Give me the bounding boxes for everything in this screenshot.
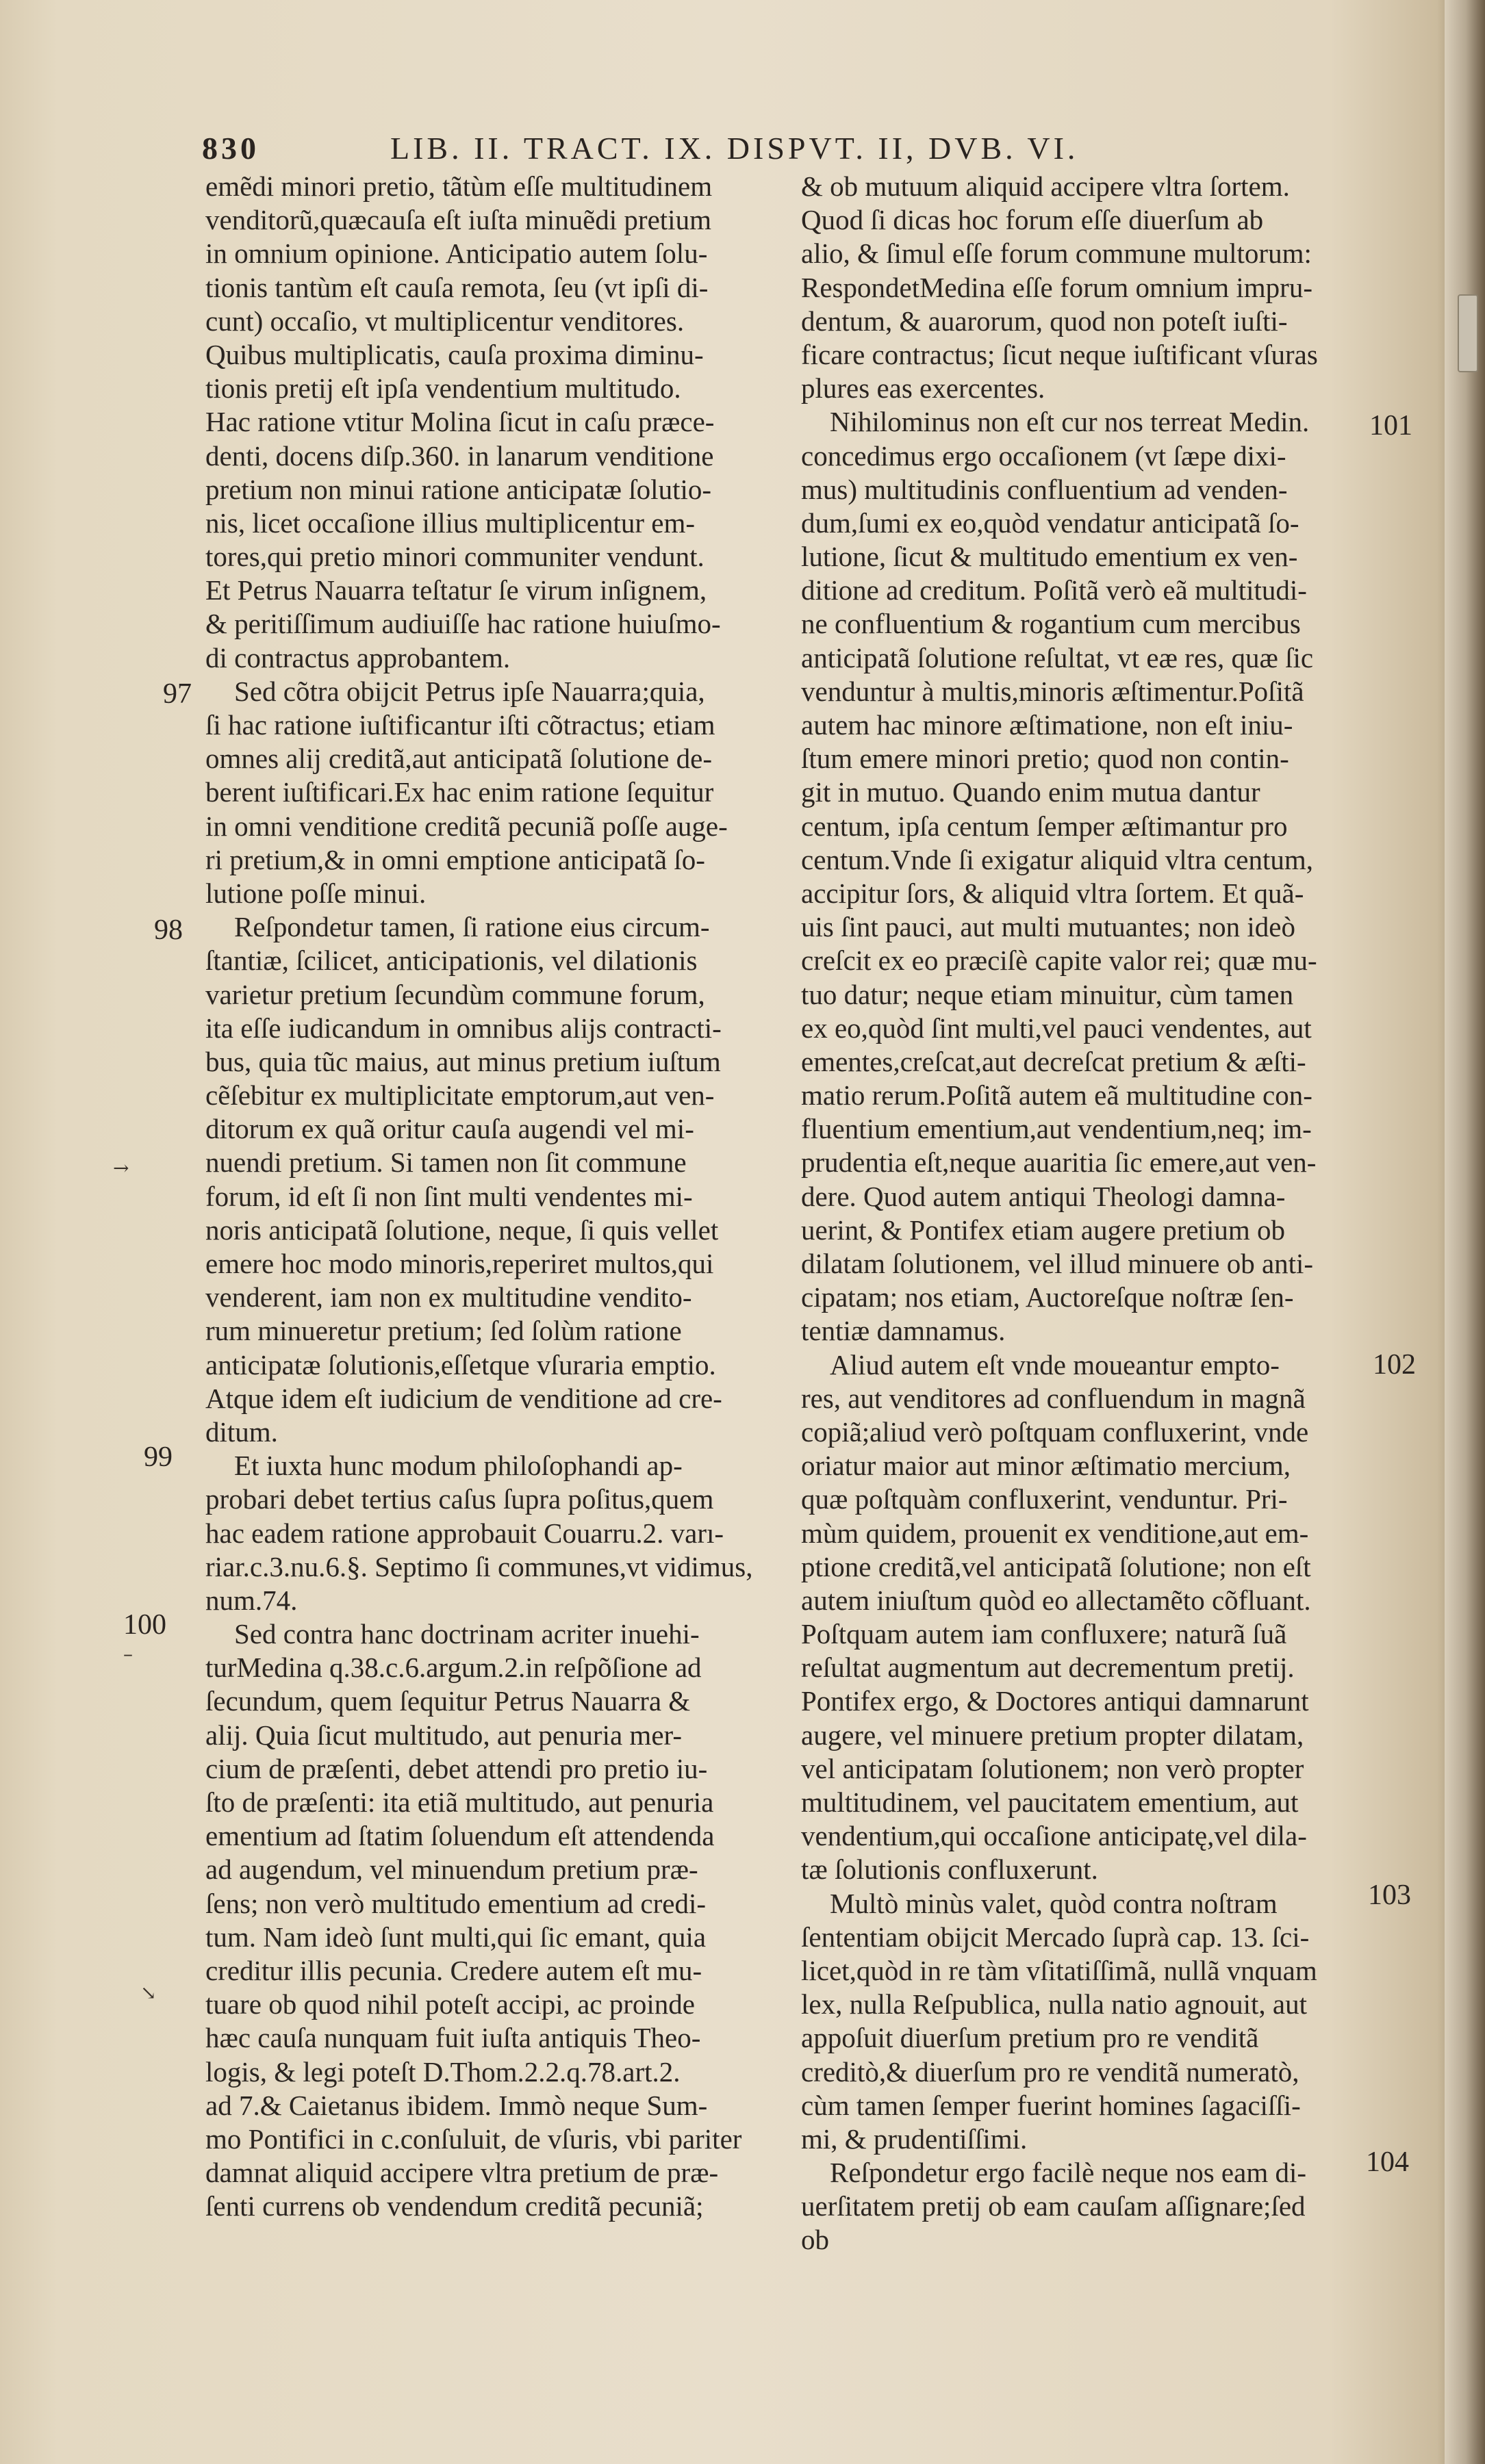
text-line: ex eo,quòd ſint multi,vel pauci vendentes, aut <box>801 1012 1312 1044</box>
text-line: ne confluentium & rogantium cum mercibus <box>801 608 1301 640</box>
text-line: ad augendum, vel minuendum pretium præ- <box>205 1853 698 1886</box>
text-line: ficare contractus; ſicut neque iuſtificant vſuras <box>801 338 1318 370</box>
text-line: quæ poſtquàm confluxerint, venduntur. Pri- <box>801 1483 1288 1515</box>
text-line: Quibus multiplicatis, cauſa proxima diminu- <box>205 338 704 370</box>
text-line: probari debet tertius caſus ſupra poſitus,quem <box>205 1483 714 1515</box>
margin-number: 102 <box>1373 1349 1416 1381</box>
text-line: rum minueretur pretium; ſed ſolùm ratione <box>205 1315 682 1347</box>
margin-number: 99 <box>144 1441 173 1473</box>
text-line: denti, docens diſp.360. in lanarum venditione <box>205 439 714 472</box>
text-line: res, aut venditores ad confluendum in magnã <box>801 1382 1306 1414</box>
text-line: licet,quòd in re tàm vſitatiſſimã, nullã vnquam <box>801 1954 1317 1986</box>
text-line: dentum, & auarorum, quod non poteſt iuſti- <box>801 305 1288 337</box>
text-line: ditorum ex quã oritur cauſa augendi vel mi- <box>205 1113 694 1145</box>
text-line: num.74. <box>205 1584 298 1616</box>
text-line: nis, licet occaſione illius multiplicentur em- <box>205 506 696 539</box>
text-line: accipitur ſors, & aliquid vltra ſortem. Et quã- <box>801 877 1304 909</box>
text-line: reſultat augmentum aut decrementum pretij. <box>801 1652 1295 1684</box>
running-title: LIB. II. TRACT. IX. DISPVT. II, DVB. VI. <box>390 131 1079 166</box>
text-line: cùm tamen ſemper fuerint homines ſagaciſſi- <box>801 2089 1301 2121</box>
text-line: uerſitatem pretij ob eam cauſam aſſignare;ſed <box>801 2190 1306 2222</box>
text-line: appoſuit diuerſum pretium pro re venditã <box>801 2022 1259 2054</box>
text-line: ob <box>801 2224 829 2256</box>
text-line: tum. Nam ideò ſunt multi,qui ſic emant, quia <box>205 1921 707 1953</box>
text-line: Reſpondetur ergo facilè neque nos eam di- <box>830 2157 1306 2189</box>
right-text-column <box>801 170 1373 2257</box>
text-line: in omnium opinione. Anticipatio autem ſolu- <box>205 238 708 270</box>
text-line: venditorũ,quæcauſa eſt iuſta minuẽdi pretium <box>205 204 711 236</box>
text-line: riar.c.3.nu.6.§. Septimo ſi communes,vt vidimus, <box>205 1550 753 1582</box>
text-line: autem hac minore æſtimatione, non eſt iniu- <box>801 709 1293 741</box>
text-line: tuo datur; neque etiam minuitur, cùm tamen <box>801 978 1294 1010</box>
text-line: mi, & prudentiſſimi. <box>801 2122 1028 2155</box>
text-line: & peritiſſimum audiuiſſe hac ratione huiuſmo- <box>205 608 721 640</box>
text-line: bus, quia tũc maius, aut minus pretium iuſtum <box>205 1045 721 1077</box>
text-line: matio rerum.Poſitã autem eã multitudine con- <box>801 1079 1312 1112</box>
text-line: alio, & ſimul eſſe forum commune multorum: <box>801 238 1312 270</box>
text-line: ptione creditã,vel anticipatã ſolutione; non eſt <box>801 1550 1311 1582</box>
page-clip <box>1458 294 1478 372</box>
text-line: tores,qui pretio minori communiter vendunt. <box>205 541 705 573</box>
text-line: autem iniuſtum quòd eo allectamẽto cõfluant. <box>801 1584 1311 1616</box>
text-line: ad 7.& Caietanus ibidem. Immò neque Sum- <box>205 2089 708 2121</box>
text-line: ſtum emere minori pretio; quod non contin- <box>801 743 1289 775</box>
text-line: tuare ob quod nihil poteſt accipi, ac proinde <box>205 1988 695 2020</box>
text-line: copiã;aliud verò poſtquam confluxerint, vnde <box>801 1415 1309 1448</box>
text-line: creditò,& diuerſum pro re venditã numeratò, <box>801 2055 1299 2088</box>
text-line: ſens; non verò multitudo ementium ad credi- <box>205 1887 706 1919</box>
text-line: hæc cauſa nunquam fuit iuſta antiquis Theo- <box>205 2022 701 2054</box>
text-line: logis, & legi poteſt D.Thom.2.2.q.78.art.2. <box>205 2055 681 2088</box>
text-line: hac eadem ratione approbauit Couarru.2. varı- <box>205 1517 724 1549</box>
text-line: berent iuſtificari.Ex hac enim ratione ſequitur <box>205 776 714 808</box>
text-line: nuendi pretium. Si tamen non ſit commune <box>205 1146 687 1179</box>
text-line: tentiæ damnamus. <box>801 1315 1006 1347</box>
text-line: alij. Quia ſicut multitudo, aut penuria mer- <box>205 1719 682 1751</box>
margin-number: 98 <box>154 914 183 946</box>
text-line: uis ſint pauci, aut multi mutuantes; non ideò <box>801 911 1295 943</box>
text-line: ſtantiæ, ſcilicet, anticipationis, vel dilationis <box>205 945 698 977</box>
text-line: ſententiam obijcit Mercado ſuprà cap. 13. ſci- <box>801 1921 1310 1953</box>
text-line: Pontifex ergo, & Doctores antiqui damnarunt <box>801 1685 1309 1717</box>
text-line: fluentium ementium,aut vendentium,neq; im- <box>801 1113 1312 1145</box>
text-line: Hac ratione vtitur Molina ſicut in caſu præce- <box>205 406 715 438</box>
margin-number: 104 <box>1366 2146 1409 2178</box>
text-line: lex, nulla Reſpublica, nulla natio agnouit, aut <box>801 1988 1307 2020</box>
text-line: lutione, ſicut & multitudo ementium ex ven- <box>801 541 1298 573</box>
text-line: vel anticipatam ſolutionem; non verò propter <box>801 1752 1304 1784</box>
text-line: venduntur à multis,minoris æſtimentur.Poſitã <box>801 675 1304 707</box>
text-line: tionis tantùm eſt cauſa remota, ſeu (vt ipſi di- <box>205 271 709 303</box>
text-line: dum,ſumi ex eo,quòd vendatur anticipatã ſo- <box>801 506 1299 539</box>
text-line: centum, ipſa centum ſemper æſtimantur pro <box>801 810 1288 842</box>
text-line: ementes,creſcat,aut decreſcat pretium & æſti- <box>801 1045 1306 1077</box>
text-line: concedimus ergo occaſionem (vt ſæpe dixi- <box>801 439 1286 472</box>
text-line: vendentium,qui occaſione anticipatę,vel dila- <box>801 1820 1307 1852</box>
text-line: Et Petrus Nauarra teſtatur ſe virum inſignem, <box>205 574 707 606</box>
margin-number: 103 <box>1368 1879 1411 1911</box>
text-line: Nihilominus non eſt cur nos terreat Medin. <box>830 406 1310 438</box>
text-line: forum, id eſt ſi non ſint multi vendentes mi- <box>205 1180 693 1212</box>
text-line: RespondetMedina eſſe forum omnium impru- <box>801 271 1312 303</box>
left-text-column <box>205 170 760 2223</box>
text-line: ementium ad ſtatim ſoluendum eſt attendenda <box>205 1820 715 1852</box>
text-line: noris anticipatã ſolutione, neque, ſi quis vellet <box>205 1214 719 1246</box>
text-line: oriatur maior aut minor æſtimatio mercium, <box>801 1450 1291 1482</box>
text-line: cium de præſenti, debet attendi pro pretio iu- <box>205 1752 708 1784</box>
marginal-mark: ↘ <box>140 1981 157 2004</box>
text-line: di contractus approbantem. <box>205 641 511 673</box>
text-line: git in mutuo. Quando enim mutua dantur <box>801 776 1260 808</box>
text-line: anticipatæ ſolutionis,eſſetque vſuraria emptio. <box>205 1348 716 1381</box>
text-line: Multò minùs valet, quòd contra noſtram <box>830 1887 1278 1919</box>
text-line: plures eas exercentes. <box>801 372 1045 405</box>
text-line: Quod ſi dicas hoc forum eſſe diuerſum ab <box>801 204 1264 236</box>
text-line: Sed cõtra obijcit Petrus ipſe Nauarra;quia, <box>234 675 705 707</box>
text-line: mùm quidem, prouenit ex venditione,aut em- <box>801 1517 1309 1549</box>
text-line: emere hoc modo minoris,reperiret multos,qui <box>205 1248 714 1279</box>
text-line: ri pretium,& in omni emptione anticipatã ſo- <box>205 843 705 875</box>
text-line: mo Pontifici in c.conſuluit, de vſuris, vbi pariter <box>205 2122 742 2155</box>
text-line: ita eſſe iudicandum in omnibus alijs contracti- <box>205 1012 722 1044</box>
text-line: Poſtquam autem iam confluxere; naturã ſuã <box>801 1618 1287 1650</box>
text-line: uerint, & Pontifex etiam augere pretium ob <box>801 1214 1286 1246</box>
text-line: ſi hac ratione iuſtificantur iſti cõtractus; etiam <box>205 709 715 741</box>
text-line: tionis pretij eſt ipſa vendentium multitudo. <box>205 372 681 405</box>
text-line: centum.Vnde ſi exigatur aliquid vltra centum, <box>801 843 1314 875</box>
text-line: dilatam ſolutionem, vel illud minuere ob anti- <box>801 1248 1314 1279</box>
text-line: in omni venditione creditã pecuniã poſſe auge- <box>205 810 728 842</box>
text-line: anticipatã ſolutione reſultat, vt eæ res, quæ ſic <box>801 641 1314 673</box>
margin-number: 100 <box>123 1609 166 1641</box>
text-line: cipatam; nos etiam, Auctoreſque noſtræ ſen- <box>801 1281 1294 1313</box>
text-line: cẽſebitur ex multiplicitate emptorum,aut ven- <box>205 1079 715 1112</box>
text-line: venderent, iam non ex multitudine vendito- <box>205 1281 692 1313</box>
text-line: dere. Quod autem antiqui Theologi damna- <box>801 1180 1286 1212</box>
margin-number: 97 <box>163 678 192 710</box>
text-line: creditur illis pecunia. Credere autem eſt mu- <box>205 1954 702 1986</box>
text-line: tæ ſolutionis confluxerunt. <box>801 1853 1098 1886</box>
text-line: & ob mutuum aliquid accipere vltra ſortem. <box>801 170 1290 202</box>
page-number: 830 <box>202 131 259 166</box>
text-line: cunt) occaſio, vt multiplicentur venditores. <box>205 305 685 337</box>
text-line: ſto de præſenti: ita etiã multitudo, aut penuria <box>205 1786 714 1818</box>
text-line: lutione poſſe minui. <box>205 877 427 909</box>
text-line: Sed contra hanc doctrinam acriter inuehi- <box>234 1618 700 1650</box>
text-line: ditum. <box>205 1415 278 1448</box>
text-line: damnat aliquid accipere vltra pretium de præ- <box>205 2157 719 2189</box>
text-line: emẽdi minori pretio, tãtùm eſſe multitudinem <box>205 170 713 202</box>
text-line: prudentia eſt,neque auaritia ſic emere,aut ven- <box>801 1146 1317 1179</box>
text-line: ſecundum, quem ſequitur Petrus Nauarra & <box>205 1685 691 1717</box>
text-line: mus) multitudinis confluentium ad venden- <box>801 473 1288 505</box>
text-line: ditione ad creditum. Poſitã verò eã multitudi- <box>801 574 1307 606</box>
margin-number: 101 <box>1369 410 1412 441</box>
text-line: Aliud autem eſt vnde moueantur empto- <box>830 1348 1280 1381</box>
text-line: varietur pretium ſecundùm commune forum, <box>205 978 705 1010</box>
text-line: ſenti currens ob vendendum creditã pecuniã; <box>205 2190 704 2222</box>
text-line: pretium non minui ratione anticipatæ ſolutio- <box>205 473 712 505</box>
text-line: multitudinem, vel paucitatem ementium, aut <box>801 1786 1299 1818</box>
marginal-mark: – <box>123 1643 133 1665</box>
text-line: creſcit ex eo præciſè capite valor rei; quæ mu- <box>801 945 1317 977</box>
text-line: omnes alij creditã,aut anticipatã ſolutione de- <box>205 743 713 775</box>
text-line: turMedina q.38.c.6.argum.2.in reſpõſione ad <box>205 1652 702 1684</box>
marginal-mark: → <box>113 1157 129 1179</box>
text-line: augere, vel minuere pretium propter dilatam, <box>801 1719 1304 1751</box>
text-line: Atque idem eſt iudicium de venditione ad cre- <box>205 1382 722 1414</box>
text-line: Reſpondetur tamen, ſi ratione eius circum- <box>234 911 710 943</box>
text-line: Et iuxta hunc modum philoſophandi ap- <box>234 1450 683 1482</box>
